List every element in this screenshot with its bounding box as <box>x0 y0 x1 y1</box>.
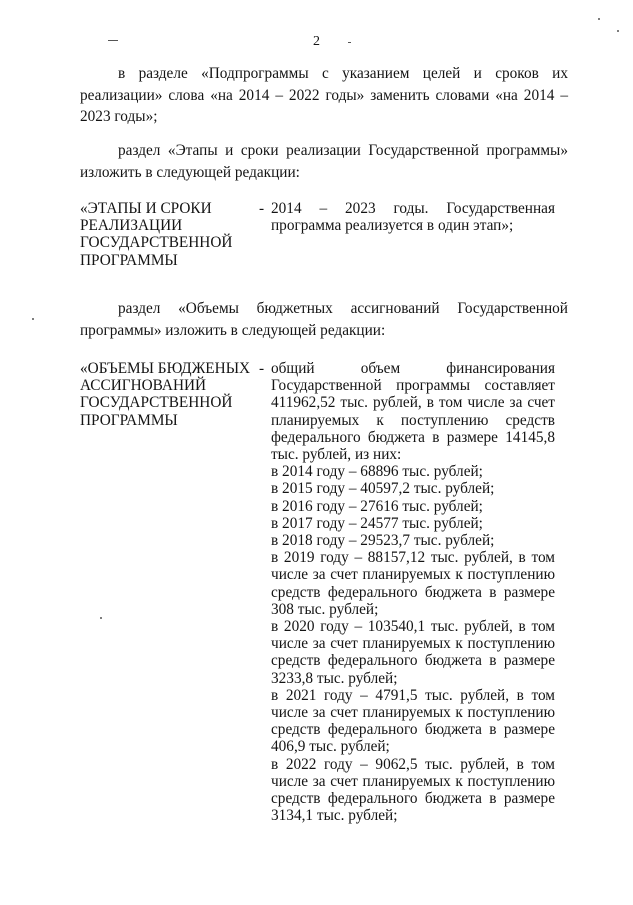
scan-speck <box>32 318 34 320</box>
paragraph-subprograms: в разделе «Подпрограммы с указанием целей и сроков их реализации» слова «на 2014 – 2022 годы» заменить словами «на 2014 – 2023 годы»; <box>80 65 568 125</box>
funding-year-2020: в 2020 году – 103540,1 тыс. рублей, в том числе за счет планируемых к поступлению средств федерального бюджета в размере 3233,8 тыс. рублей; <box>271 618 555 687</box>
funding-year-2018: в 2018 году – 29523,7 тыс. рублей; <box>271 532 495 550</box>
stages-value: 2014 – 2023 годы. Государственная программа реализуется в один этап»; <box>271 200 555 235</box>
funding-dash: - <box>259 360 265 377</box>
funding-year-2019: в 2019 году – 88157,12 тыс. рублей, в том числе за счет планируемых к поступлению средств федерального бюджета в размере 308 тыс. рублей; <box>271 549 555 618</box>
stages-label: «ЭТАПЫ И СРОКИ РЕАЛИЗАЦИИ ГОСУДАРСТВЕННОЙ ПРОГРАММЫ <box>80 200 233 269</box>
scan-speck <box>598 18 600 20</box>
paragraph-stages-intro: раздел «Этапы и сроки реализации Государственной программы» изложить в следующей редакции: <box>80 142 568 181</box>
paragraph-funding-intro: раздел «Объемы бюджетных ассигнований Государственной программы» изложить в следующей редакции: <box>80 300 568 339</box>
funding-year-2015: в 2015 году – 40597,2 тыс. рублей; <box>271 480 495 498</box>
scan-speck <box>617 30 619 32</box>
funding-year-2016: в 2016 году – 27616 тыс. рублей; <box>271 497 483 515</box>
stages-dash: - <box>259 200 265 217</box>
funding-year-2014: в 2014 году – 68896 тыс. рублей; <box>271 463 483 481</box>
scan-speck <box>108 40 118 41</box>
funding-year-2021: в 2021 году – 4791,5 тыс. рублей, в том числе за счет планируемых к поступлению средств федерального бюджета в размере 406,9 тыс. рублей; <box>271 686 555 756</box>
funding-year-2022: в 2022 году – 9062,5 тыс. рублей, в том числе за счет планируемых к поступлению средств федерального бюджета в размере 3134,1 тыс. рублей; <box>271 755 555 825</box>
scan-speck <box>100 617 102 619</box>
scan-speck <box>348 42 351 43</box>
page-number: 2 <box>313 34 320 49</box>
funding-year-2017: в 2017 году – 24577 тыс. рублей; <box>271 514 483 532</box>
funding-total: общий объем финансирования Государственной программы составляет 411962,52 тыс. рублей, в том числе за счет планируемых к поступлению средств федерального бюджета в размере 14145,8 тыс. рублей, из них: <box>271 360 555 464</box>
funding-value <box>271 360 555 824</box>
funding-label: «ОБЪЕМЫ БЮДЖЕНЫХ АССИГНОВАНИЙ ГОСУДАРСТВЕННОЙ ПРОГРАММЫ <box>80 360 251 429</box>
